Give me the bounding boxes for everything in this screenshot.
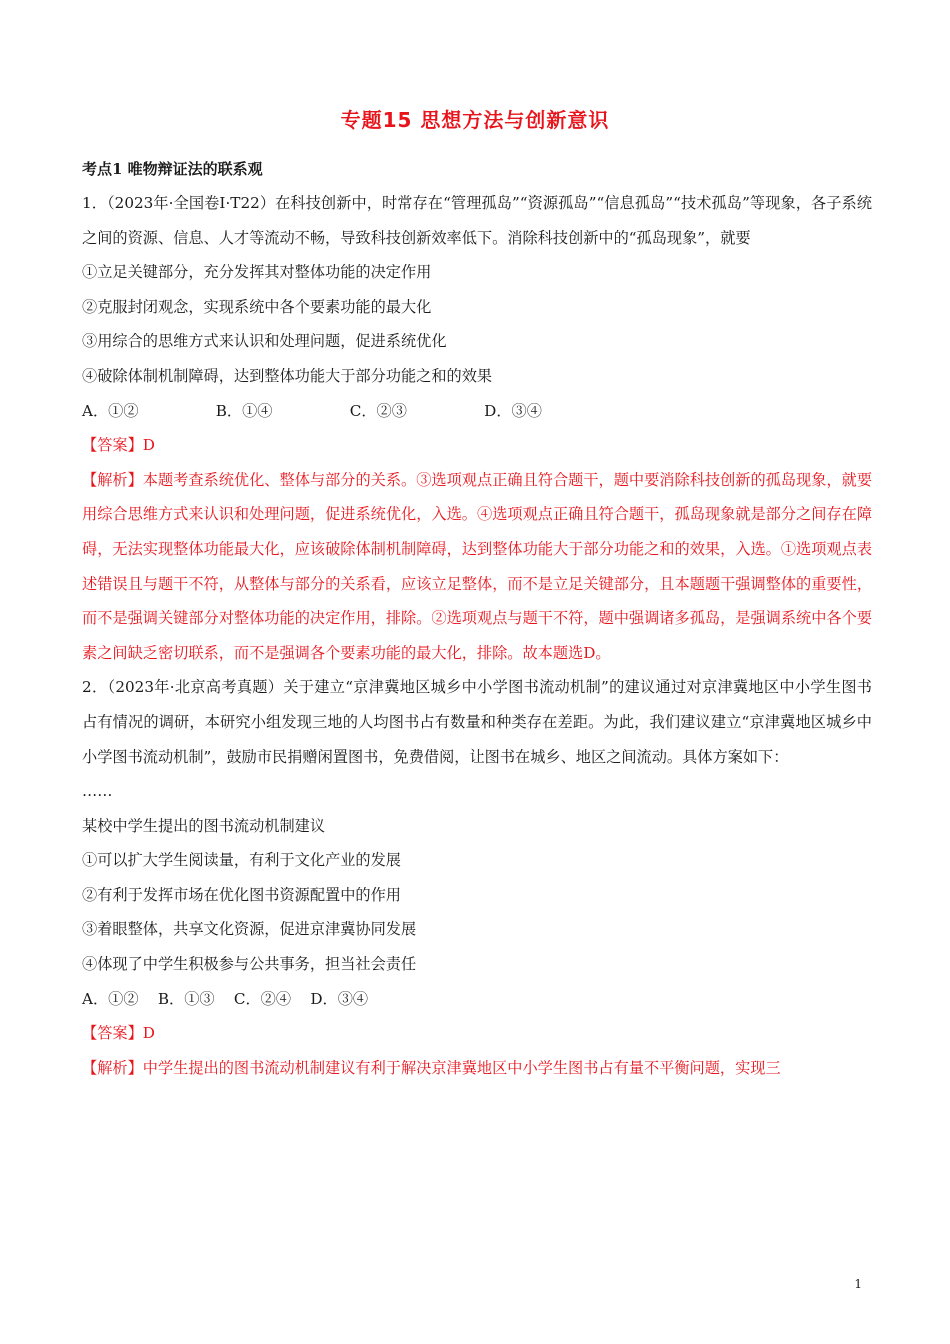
question-2-ellipsis: …… xyxy=(82,782,113,801)
question-1-answer: 【答案】D xyxy=(82,436,155,455)
question-2-item-1: ①可以扩大学生阅读量，有利于文化产业的发展 xyxy=(82,851,401,870)
question-2-options: A．①② B．①③ C．②④ D．③④ xyxy=(82,989,369,1008)
question-2-lead: 某校中学生提出的图书流动机制建议 xyxy=(82,816,325,835)
question-1-stem: 1．（2023年·全国卷Ⅰ·T22）在科技创新中，时常存在“管理孤岛”“资源孤岛”“信息孤岛”“技术孤岛”等现象，各子系统之间的资源、信息、人才等流动不畅，导致科技创新效率低下。消除科技创新中的“孤岛现象”，就要 xyxy=(82,194,872,247)
question-content xyxy=(82,186,872,1085)
question-2-analysis: 【解析】中学生提出的图书流动机制建议有利于解决京津冀地区中小学生图书占有量不平衡问题，实现三 xyxy=(82,1058,781,1077)
question-1-item-3: ③用综合的思维方式来认识和处理问题，促进系统优化 xyxy=(82,332,447,351)
question-1-item-1: ①立足关键部分，充分发挥其对整体功能的决定作用 xyxy=(82,263,432,282)
question-1-analysis: 【解析】本题考查系统优化、整体与部分的关系。③选项观点正确且符合题干，题中要消除科技创新的孤岛现象，就要用综合思维方式来认识和处理问题，促进系统优化，入选。④选项观点正确且符合题干，孤岛现象就是部分之间存在障碍，无法实现整体功能最大化，应该破除体制机制障碍，达到整体功能大于部分功能之和的效果，入选。①选项观点表述错误且与题干不符，从整体与部分的关系看，应该立足整体，而不是立足关键部分，且本题题干强调整体的重要性，而不是强调关键部分对整体功能的决定作用，排除。②选项观点与题干不符，题中强调诸多孤岛，是强调系统中各个要素之间缺乏密切联系，而不是强调各个要素功能的最大化，排除。故本题选D。 xyxy=(82,470,872,662)
question-2-item-4: ④体现了中学生积极参与公共事务，担当社会责任 xyxy=(82,955,417,974)
page-number: 1 xyxy=(854,1277,862,1291)
page-title: 专题15 思想方法与创新意识 xyxy=(340,108,610,132)
question-1-item-4: ④破除体制机制障碍，达到整体功能大于部分功能之和的效果 xyxy=(82,366,493,385)
question-2-item-2: ②有利于发挥市场在优化图书资源配置中的作用 xyxy=(82,885,401,904)
question-1-options: A．①② B．①④ C．②③ D．③④ xyxy=(82,401,542,420)
section-heading: 考点1 唯物辩证法的联系观 xyxy=(82,160,263,178)
question-2-answer: 【答案】D xyxy=(82,1024,155,1043)
question-1-item-2: ②克服封闭观念，实现系统中各个要素功能的最大化 xyxy=(82,297,432,316)
question-2-item-3: ③着眼整体，共享文化资源，促进京津冀协同发展 xyxy=(82,920,417,939)
question-2-stem: 2．（2023年·北京高考真题）关于建立“京津冀地区城乡中小学图书流动机制”的建议通过对京津冀地区中小学生图书占有情况的调研，本研究小组发现三地的人均图书占有数量和种类存在差距。为此，我们建议建立“京津冀地区城乡中小学图书流动机制”，鼓励市民捐赠闲置图书，免费借阅，让图书在城乡、地区之间流动。具体方案如下： xyxy=(82,678,872,766)
